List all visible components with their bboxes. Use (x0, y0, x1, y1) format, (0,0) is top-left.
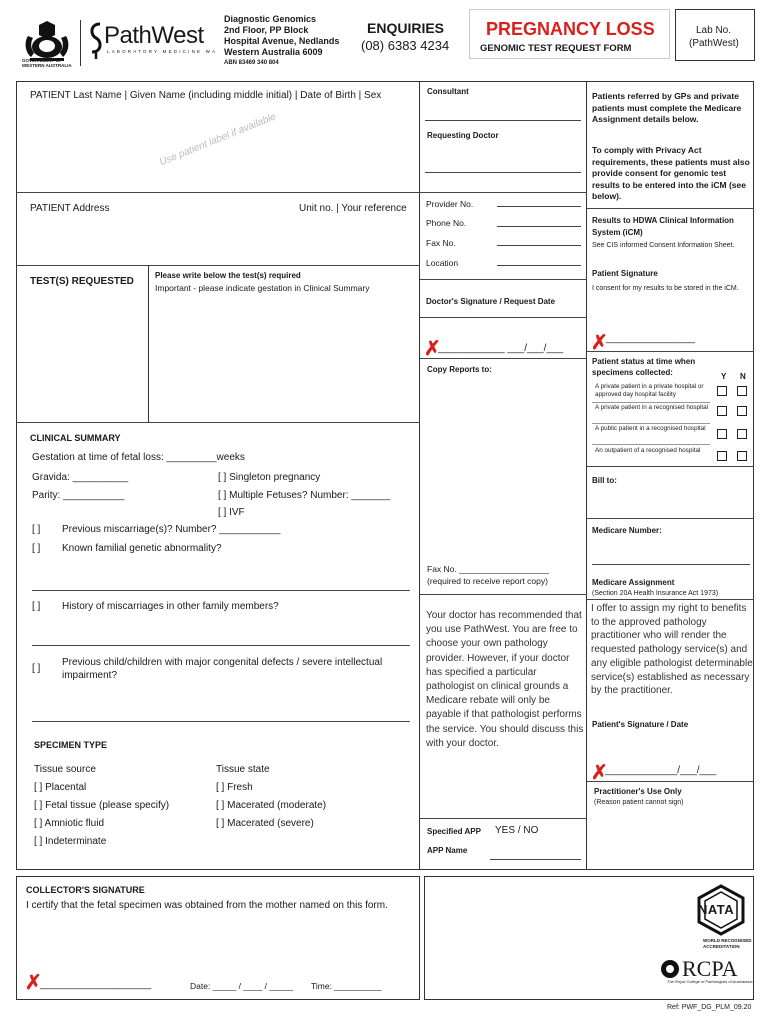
specified-app-yes-no[interactable]: YES / NO (495, 825, 539, 836)
pathwest-logo-icon (88, 21, 104, 61)
copy-reports-field[interactable] (424, 378, 582, 558)
status-option-label: An outpatient of a recognised hospital (595, 447, 701, 454)
nata-sub-text: ACCREDITATION (703, 944, 740, 949)
prev-miscarriage-label: Previous miscarriage(s)? Number? ___________ (62, 524, 281, 535)
tests-important-note: Important - please indicate gestation in Clinical Summary (155, 283, 370, 293)
familial-abnormality-label: Known familial genetic abnormality? (62, 543, 222, 554)
doctor-x-mark: ✗ (424, 338, 441, 360)
status-private-recognised-n-checkbox[interactable] (737, 406, 747, 416)
brand-subtitle: LABORATORY MEDICINE WA (107, 49, 218, 54)
parity-field[interactable]: Parity: ___________ (32, 490, 125, 501)
status-outpatient-y-checkbox[interactable] (717, 451, 727, 461)
tests-field[interactable] (152, 296, 416, 418)
nata-sub-text: WORLD RECOGNISED (703, 938, 752, 943)
patient-signature-label: Patient Signature (592, 269, 658, 278)
multiple-fetuses-checkbox[interactable]: [ ] Multiple Fetuses? Number: _______ (218, 490, 391, 501)
referral-note: Patients referred by GPs and private patients must complete the Medicare Assignment details below. (592, 91, 742, 124)
practitioner-reason-field[interactable] (592, 810, 750, 865)
address-line: 2nd Floor, PP Block (224, 25, 309, 35)
provider-no-field[interactable] (497, 206, 581, 207)
lab-no-sublabel: (PathWest) (689, 38, 739, 49)
pathology-provider-notice: Your doctor has recommended that you use PathWest. You are free to choose your own pathology provider. However, if your doctor has specified a particular pathologist on clinical grounds a Medicare rebate will only be payable if that pathologist performs the service. You should discuss this with your doctor. (426, 610, 584, 749)
abn: ABN 83469 340 804 (224, 60, 279, 66)
location-label: Location (426, 258, 459, 268)
prev-miscarriage-checkbox[interactable]: [ ] (32, 524, 41, 535)
familial-details-line[interactable] (32, 590, 410, 591)
rcpa-sub-text: The Royal College of Pathologists of Australasia (667, 979, 753, 984)
practitioner-use-label: Practitioner's Use Only (594, 787, 682, 796)
tissue-source-label: Tissue source (34, 764, 96, 775)
tissue-state-label: Tissue state (216, 764, 270, 775)
status-private-private-n-checkbox[interactable] (737, 386, 747, 396)
collector-time-field[interactable]: Time: __________ (311, 981, 382, 991)
form-title: PREGNANCY LOSS (486, 19, 655, 39)
familial-abnormality-checkbox[interactable]: [ ] (32, 543, 41, 554)
rcpa-crest-icon (660, 959, 680, 979)
tests-requested-label: TEST(S) REQUESTED (30, 276, 134, 287)
requesting-doctor-label: Requesting Doctor (427, 131, 499, 140)
gravida-field[interactable]: Gravida: __________ (32, 472, 129, 483)
copy-fax-note: (required to receive report copy) (427, 576, 548, 586)
patient-date-x-mark: ✗ (591, 762, 608, 784)
status-y-label: Y (721, 372, 727, 381)
privacy-note: To comply with Privacy Act requirements, these patients must also provide consent for genomic test results to be entered into the iCM (see below). (592, 145, 750, 201)
state-macerated-severe-checkbox[interactable]: [ ] Macerated (severe) (216, 818, 314, 829)
patient-address-field[interactable] (20, 216, 416, 262)
enquiries-phone: (08) 6383 4234 (361, 38, 450, 53)
brand-name: PathWest (104, 22, 204, 49)
family-history-label: History of miscarriages in other family members? (62, 601, 279, 612)
patient-signature-date-field[interactable]: _____________/___/___ (605, 765, 717, 776)
state-macerated-moderate-checkbox[interactable]: [ ] Macerated (moderate) (216, 800, 327, 811)
doctor-signature-label: Doctor's Signature / Request Date (426, 297, 556, 306)
doctor-signature-date-field[interactable]: ____________ ___/___/___ (438, 343, 564, 354)
medicare-number-label: Medicare Number: (592, 526, 662, 535)
family-history-line[interactable] (32, 645, 410, 646)
consultant-label: Consultant (427, 87, 469, 96)
specified-app-label: Specified APP (427, 827, 481, 836)
collector-date-field[interactable]: Date: _____ / ____ / _____ (190, 981, 294, 991)
gestation-field[interactable]: Gestation at time of fetal loss: _________weeks (32, 452, 245, 463)
rcpa-logo-text: RCPA (682, 956, 738, 981)
collector-signature-field[interactable]: ____________________ (40, 979, 152, 990)
form-subtitle: GENOMIC TEST REQUEST FORM (480, 43, 632, 54)
phone-no-field[interactable] (497, 226, 581, 227)
gov-label: GOVERNMENT OF (22, 58, 62, 63)
app-name-field[interactable] (490, 859, 581, 860)
status-public-recognised-y-checkbox[interactable] (717, 429, 727, 439)
fax-no-label: Fax No. (426, 238, 456, 248)
wa-crest-icon (22, 18, 72, 62)
family-history-checkbox[interactable]: [ ] (32, 601, 41, 612)
gov-label-2: WESTERN AUSTRALIA (22, 63, 72, 68)
tests-instruction: Please write below the test(s) required (155, 271, 301, 280)
congenital-defects-checkbox[interactable]: [ ] (32, 663, 41, 674)
status-public-recognised-n-checkbox[interactable] (737, 429, 747, 439)
source-amniotic-fluid-checkbox[interactable]: [ ] Amniotic fluid (34, 818, 105, 829)
ivf-checkbox[interactable]: [ ] IVF (218, 507, 245, 518)
patient-signature-date-label: Patient's Signature / Date (592, 720, 689, 729)
status-private-private-y-checkbox[interactable] (717, 386, 727, 396)
medicare-number-field[interactable] (592, 564, 750, 565)
nata-logo-text: NATA (698, 902, 735, 917)
medicare-assignment-section: (Section 20A Health Insurance Act 1973) (592, 590, 719, 597)
address-line: Diagnostic Genomics (224, 14, 317, 24)
patient-address-label: PATIENT Address (30, 203, 110, 214)
patient-signature-field[interactable]: ________________ (606, 333, 695, 344)
practitioner-reason-label: (Reason patient cannot sign) (594, 799, 684, 806)
lab-no-label: Lab No. (696, 25, 732, 36)
patient-label-hint: Use patient label if available (158, 111, 278, 169)
medicare-assignment-text: I offer to assign my right to benefits to the approved pathology practitioner who will render the requested pathology service(s) and any eligible pathologist determinable service(s) established as necessary by the practitioner. (591, 603, 753, 697)
consultant-field[interactable] (425, 120, 581, 121)
unit-reference-label: Unit no. | Your reference (299, 203, 407, 214)
form-reference: Ref: PWF_DG_PLM_09.20 (667, 1004, 752, 1011)
singleton-checkbox[interactable]: [ ] Singleton pregnancy (218, 472, 321, 483)
app-name-label: APP Name (427, 846, 468, 855)
copy-fax-field[interactable]: Fax No. ___________________ (427, 564, 549, 574)
bill-to-field[interactable] (592, 488, 750, 516)
patient-x-mark: ✗ (591, 332, 608, 354)
requesting-doctor-field[interactable] (425, 172, 581, 173)
congenital-defects-label: Previous child/children with major congenital defects / severe intellectual impairment? (62, 657, 383, 681)
hdwa-note: See CIS informed Consent Information Sheet. (592, 242, 735, 249)
source-placental-checkbox[interactable]: [ ] Placental (34, 782, 87, 793)
status-outpatient-n-checkbox[interactable] (737, 451, 747, 461)
copy-reports-label: Copy Reports to: (427, 365, 492, 374)
collector-certify-text: I certify that the fetal specimen was obtained from the mother named on this form. (26, 900, 388, 911)
state-fresh-checkbox[interactable]: [ ] Fresh (216, 782, 253, 793)
source-indeterminate-checkbox[interactable]: [ ] Indeterminate (34, 836, 107, 847)
enquiries-label: ENQUIRIES (367, 20, 445, 36)
location-field[interactable] (497, 265, 581, 266)
header-divider (80, 20, 81, 66)
patient-name-field[interactable] (20, 104, 416, 190)
collector-x-mark: ✗ (25, 972, 42, 994)
provider-no-label: Provider No. (426, 199, 474, 209)
address-line: Hospital Avenue, Nedlands (224, 36, 340, 46)
status-option-label: A private patient in a private hospital or approved day hospital facility (595, 383, 704, 398)
fax-no-field[interactable] (497, 245, 581, 246)
status-option-label: A private patient in a recognised hospital (595, 404, 709, 411)
source-fetal-tissue-checkbox[interactable]: [ ] Fetal tissue (please specify) (34, 800, 170, 811)
collector-signature-title: COLLECTOR'S SIGNATURE (26, 885, 145, 895)
icm-consent-text: I consent for my results to be stored in the iCM. (592, 285, 739, 292)
congenital-defects-line[interactable] (32, 721, 410, 722)
address-line: Western Australia 6009 (224, 47, 323, 57)
specimen-type-title: SPECIMEN TYPE (34, 740, 108, 750)
patient-name-label: PATIENT Last Name | Given Name (including middle initial) | Date of Birth | Sex (30, 90, 382, 101)
phone-no-label: Phone No. (426, 218, 467, 228)
clinical-summary-title: CLINICAL SUMMARY (30, 433, 121, 443)
medicare-assignment-title: Medicare Assignment (592, 578, 675, 587)
status-private-recognised-y-checkbox[interactable] (717, 406, 727, 416)
hdwa-title: Results to HDWA Clinical Information System (iCM) (592, 216, 734, 237)
status-option-label: A public patient in a recognised hospital (595, 425, 706, 432)
patient-status-title: Patient status at time when specimens collected: (592, 357, 696, 377)
status-n-label: N (740, 372, 746, 381)
bill-to-label: Bill to: (592, 476, 617, 485)
